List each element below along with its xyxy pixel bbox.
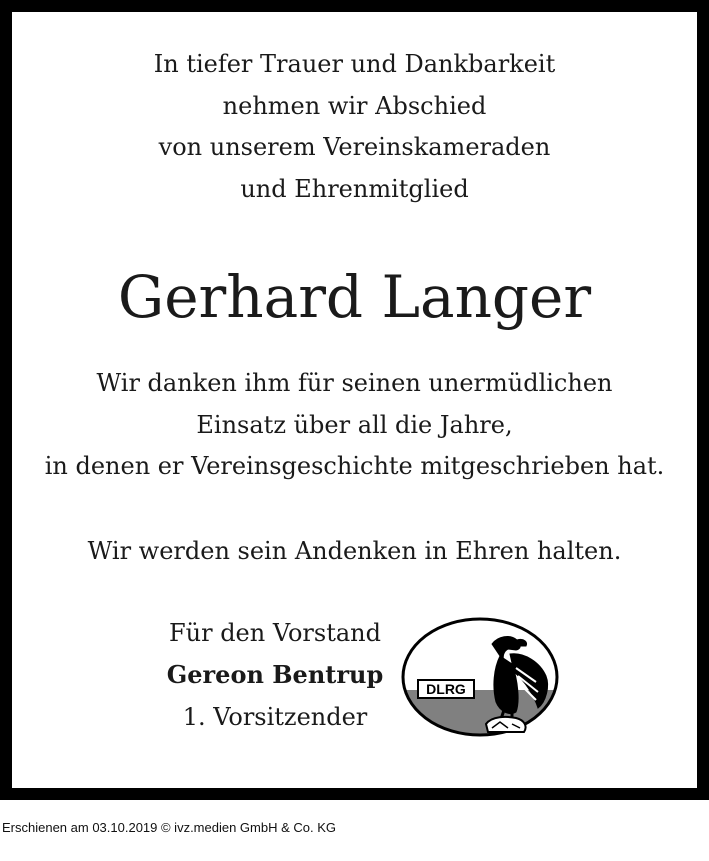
logo-text: DLRG bbox=[426, 681, 466, 697]
publication-footer: Erschienen am 03.10.2019 © ivz.medien GmbH & Co. KG bbox=[2, 820, 337, 835]
intro-line: nehmen wir Abschied bbox=[222, 91, 487, 120]
thanks-text bbox=[12, 363, 697, 488]
signer-role: 1. Vorsitzender bbox=[182, 703, 368, 731]
intro-line: von unserem Vereinskameraden bbox=[158, 133, 551, 161]
intro-text bbox=[12, 44, 697, 210]
dlrg-eagle-logo bbox=[400, 616, 560, 738]
signature-line: Für den Vorstand bbox=[168, 619, 381, 647]
thanks-line: Wir danken ihm für seinen unermüdlichen bbox=[96, 369, 613, 397]
signer-name: Gereon Bentrup bbox=[166, 660, 384, 689]
closing-text: Wir werden sein Andenken in Ehren halten. bbox=[87, 537, 622, 565]
thanks-line: in denen er Vereinsgeschichte mitgeschrieben hat. bbox=[44, 452, 665, 480]
thanks-line: Einsatz über all die Jahre, bbox=[196, 410, 513, 439]
signature-block bbox=[155, 612, 395, 738]
intro-line: und Ehrenmitglied bbox=[240, 174, 469, 203]
intro-line: In tiefer Trauer und Dankbarkeit bbox=[153, 50, 556, 78]
deceased-name: Gerhard Langer bbox=[117, 263, 592, 331]
